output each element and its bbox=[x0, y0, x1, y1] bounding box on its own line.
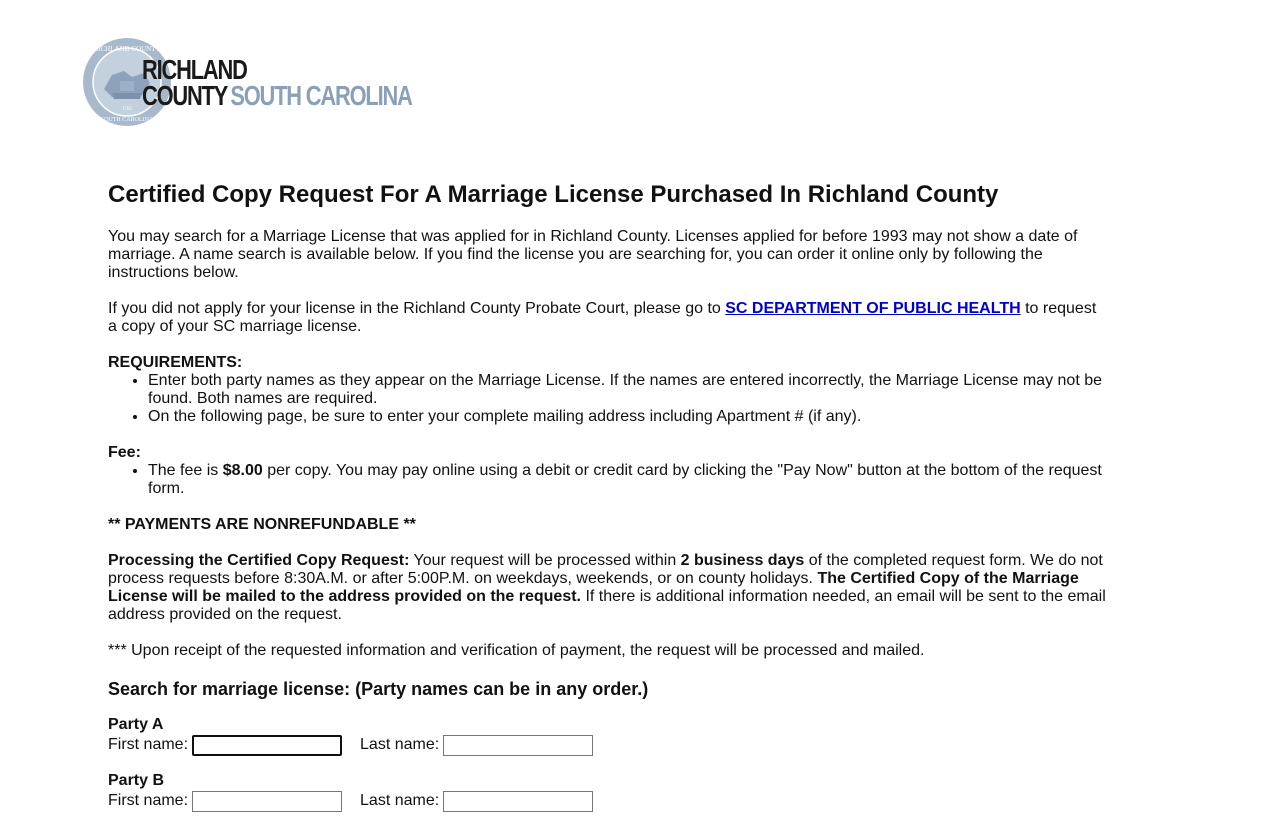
search-heading: Search for marriage license: (Party names can be in any order.) bbox=[108, 679, 649, 699]
logo-county-text: COUNTY bbox=[142, 80, 228, 111]
seal-year: 1785 bbox=[122, 107, 132, 112]
fee-title: Fee: bbox=[108, 444, 141, 461]
upon-receipt-paragraph: *** Upon receipt of the requested information and verification of payment, the request will be processed and mailed. bbox=[108, 642, 925, 659]
requirement-item: • Enter both party names as they appear on the Marriage License. If the names are entered incorrectly, the Marriage License may not be found. Both names are required. bbox=[148, 372, 1108, 408]
processing-label: Processing the Certified Copy Request: bbox=[108, 552, 410, 569]
party-a-last-name-label: Last name: bbox=[360, 736, 440, 753]
processing-paragraph bbox=[108, 552, 1108, 624]
seal-text-top: RICHLAND COUNTY bbox=[93, 45, 161, 53]
requirement-item: • On the following page, be sure to enter your complete mailing address including Apartment # (if any). bbox=[148, 408, 1108, 426]
main-content bbox=[108, 180, 1108, 828]
intro-paragraph: You may search for a Marriage License that was applied for in Richland County. Licenses applied for before 1993 may not show a date of marriage. A name search is available below. If you find the license you are searching for, you can order it online only by following the instructions below. bbox=[108, 228, 1078, 281]
page-title: Certified Copy Request For A Marriage License Purchased In Richland County bbox=[108, 181, 999, 208]
sc-public-health-link[interactable]: SC DEPARTMENT OF PUBLIC HEALTH bbox=[725, 300, 1021, 317]
richland-county-logo[interactable] bbox=[82, 37, 412, 129]
fee-list bbox=[108, 462, 1108, 498]
fee-text-after: per copy. You may pay online using a debit or credit card by clicking the "Pay Now" button at the bottom of the request form. bbox=[148, 462, 1102, 497]
other-county-paragraph bbox=[108, 300, 1108, 336]
requirements-list bbox=[108, 372, 1108, 426]
processing-mailed-notice: The Certified Copy of the Marriage License will be mailed to the address provided on the request. bbox=[108, 570, 1079, 605]
logo-wordmark bbox=[142, 54, 412, 111]
other-county-text-after: to request a copy of your SC marriage license. bbox=[108, 300, 1097, 335]
party-b-label: Party B bbox=[108, 772, 165, 789]
logo-line-county bbox=[142, 80, 412, 111]
other-county-text-before: If you did not apply for your license in the Richland County Probate Court, please go to bbox=[108, 300, 726, 317]
party-a-last-name-input[interactable] bbox=[443, 735, 593, 756]
processing-text-1: Your request will be processed within bbox=[409, 552, 681, 569]
requirements-title: REQUIREMENTS: bbox=[108, 354, 243, 371]
party-a-label: Party A bbox=[108, 716, 164, 733]
party-b-first-name-input[interactable] bbox=[192, 791, 342, 812]
party-a-first-name-input[interactable] bbox=[192, 735, 342, 756]
fee-amount: $8.00 bbox=[222, 462, 263, 479]
party-b-last-name-input[interactable] bbox=[443, 791, 593, 812]
nonrefundable-text: ** PAYMENTS ARE NONREFUNDABLE ** bbox=[108, 516, 416, 533]
seal-text-bottom: SOUTH CAROLINA bbox=[100, 117, 154, 123]
processing-text-2: of the completed request form. We do not process requests before 8:30A.M. or after 5:00P.M. on weekdays, weekends, or on county holidays. bbox=[108, 552, 1103, 587]
processing-text-3: If there is additional information needed, an email will be sent to the email address provided on the request. bbox=[108, 588, 1106, 623]
fee-text-before: The fee is bbox=[148, 462, 223, 479]
party-b-last-name-label: Last name: bbox=[360, 792, 440, 809]
party-a-row bbox=[108, 734, 1108, 756]
nonrefundable-notice bbox=[108, 516, 1108, 534]
processing-days: 2 business days bbox=[680, 552, 805, 569]
party-b-row bbox=[108, 790, 1108, 812]
party-a-first-name-label: First name: bbox=[108, 736, 189, 753]
party-b-first-name-label: First name: bbox=[108, 792, 189, 809]
logo-state-text: SOUTH CAROLINA bbox=[230, 80, 412, 111]
logo-line-richland: RICHLAND bbox=[142, 54, 247, 85]
fee-item bbox=[148, 462, 1108, 498]
